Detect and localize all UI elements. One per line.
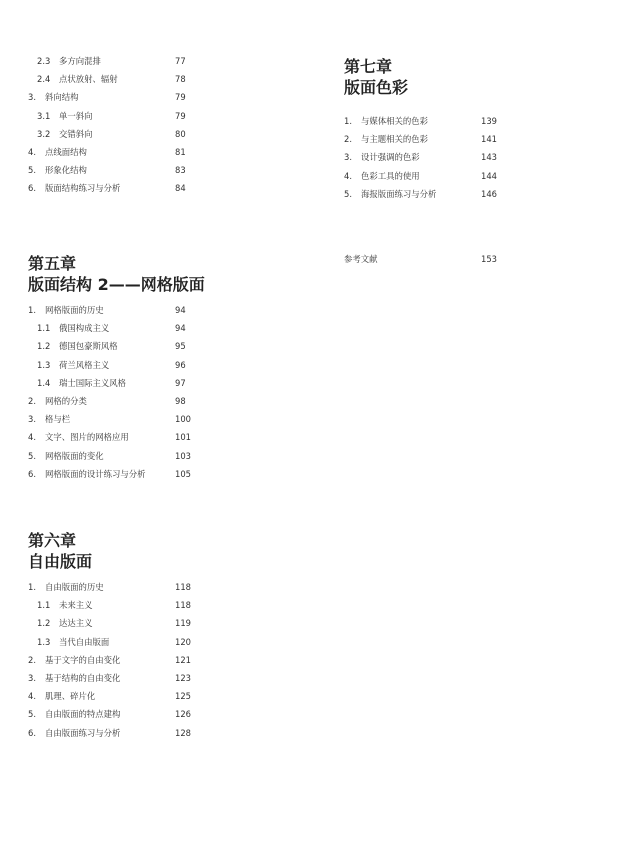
entry-number: 3. (28, 92, 36, 103)
toc-list (344, 112, 544, 203)
entry-title: 点线面结构 (45, 146, 87, 157)
toc-entry (28, 596, 288, 614)
toc-entry (28, 374, 288, 392)
toc-entry (28, 614, 288, 632)
toc-entry (28, 107, 228, 125)
toc-entry (344, 112, 544, 130)
entry-page: 118 (175, 600, 191, 611)
toc-entry (28, 687, 288, 705)
entry-page: 77 (175, 56, 186, 66)
toc-entry (28, 633, 288, 651)
chapter4-toc-tail (28, 52, 228, 198)
chapter6-section (28, 530, 288, 742)
toc-entry (28, 669, 288, 687)
entry-number: 3. (28, 414, 36, 425)
entry-title: 格与栏 (45, 414, 71, 425)
entry-number: 2.3 (37, 56, 51, 66)
toc-entry (28, 143, 228, 161)
entry-number: 3. (28, 672, 36, 683)
chapter-title: 自由版面 (28, 552, 93, 571)
toc-entry (28, 392, 288, 410)
toc-entry (28, 319, 288, 337)
entry-title: 自由版面的特点建构 (45, 709, 121, 720)
entry-title: 荷兰风格主义 (59, 359, 110, 370)
entry-page: 126 (175, 709, 191, 720)
entry-title: 德国包豪斯风格 (59, 341, 118, 352)
toc-entry (28, 428, 288, 446)
entry-number: 5. (28, 165, 36, 176)
toc-entry (28, 447, 288, 465)
entry-number: 1. (28, 305, 36, 315)
toc-entry (28, 52, 228, 70)
entry-number: 2. (28, 395, 36, 406)
entry-number: 1.3 (37, 636, 51, 647)
entry-number: 4. (28, 691, 36, 702)
entry-title: 单一斜向 (59, 110, 93, 121)
entry-page: 146 (481, 188, 497, 199)
entry-number: 1. (28, 582, 36, 592)
entry-number: 1.4 (37, 377, 51, 388)
entry-number: 4. (28, 146, 36, 157)
references-label: 参考文献 (344, 254, 378, 264)
entry-number: 3. (344, 152, 352, 163)
toc-entry (28, 651, 288, 669)
toc-entry (28, 179, 228, 197)
entry-title: 点状放射、辐射 (59, 74, 118, 85)
entry-page: 123 (175, 672, 191, 683)
entry-page: 139 (481, 116, 497, 126)
entry-number: 1.1 (37, 600, 51, 611)
toc-entry (28, 356, 288, 374)
toc-entry (28, 337, 288, 355)
entry-title: 基于文字的自由变化 (45, 654, 121, 665)
toc-entry (28, 161, 228, 179)
entry-page: 105 (175, 468, 191, 479)
entry-title: 文字、图片的网格应用 (45, 432, 129, 443)
toc-entry (344, 185, 544, 203)
entry-number: 1.2 (37, 341, 51, 352)
entry-page: 81 (175, 146, 186, 157)
toc-list (28, 578, 288, 742)
entry-title: 斜向结构 (45, 92, 79, 103)
entry-title: 网格的分类 (45, 395, 87, 406)
entry-page: 83 (175, 165, 186, 176)
entry-title: 俄国构成主义 (59, 323, 110, 334)
entry-page: 80 (175, 128, 186, 139)
entry-page: 118 (175, 582, 191, 592)
toc-entry (28, 705, 288, 723)
entry-title: 版面结构练习与分析 (45, 183, 121, 194)
toc-entry (344, 148, 544, 166)
entry-title: 多方向混排 (59, 56, 101, 66)
entry-page: 119 (175, 618, 191, 629)
toc-entry (28, 70, 228, 88)
chapter-label: 第五章 (28, 254, 77, 273)
toc-entry (344, 167, 544, 185)
entry-page: 128 (175, 727, 191, 738)
entry-title: 交错斜向 (59, 128, 93, 139)
entry-number: 1. (344, 116, 352, 126)
entry-page: 101 (175, 432, 191, 443)
entry-page: 121 (175, 654, 191, 665)
entry-title: 海报版面练习与分析 (361, 188, 437, 199)
chapter-title: 版面色彩 (344, 78, 409, 97)
entry-number: 4. (344, 170, 352, 181)
entry-number: 2. (28, 654, 36, 665)
toc-entry (28, 301, 288, 319)
entry-title: 基于结构的自由变化 (45, 672, 121, 683)
entry-title: 当代自由版面 (59, 636, 110, 647)
entry-number: 1.1 (37, 323, 51, 334)
entry-title: 网格版面的历史 (45, 305, 104, 315)
entry-page: 94 (175, 305, 186, 315)
toc-entry (28, 125, 228, 143)
entry-number: 6. (28, 183, 36, 194)
chapter-title: 版面结构 2——网格版面 (28, 275, 205, 294)
entry-page: 125 (175, 691, 191, 702)
chapter5-section (28, 253, 288, 483)
entry-number: 3.1 (37, 110, 51, 121)
entry-title: 瑞士国际主义风格 (59, 377, 126, 388)
entry-title: 未来主义 (59, 600, 93, 611)
entry-number: 4. (28, 432, 36, 443)
entry-title: 色彩工具的使用 (361, 170, 420, 181)
entry-number: 1.3 (37, 359, 51, 370)
entry-page: 78 (175, 74, 186, 85)
toc-entry (28, 465, 288, 483)
entry-page: 100 (175, 414, 191, 425)
entry-page: 96 (175, 359, 186, 370)
toc-list (28, 301, 288, 483)
toc-entry (28, 88, 228, 106)
entry-title: 形象化结构 (45, 165, 87, 176)
toc-entry (344, 130, 544, 148)
entry-number: 5. (344, 188, 352, 199)
entry-page: 79 (175, 110, 186, 121)
entry-number: 2. (344, 134, 352, 145)
chapter-label: 第六章 (28, 531, 77, 550)
entry-title: 达达主义 (59, 618, 93, 629)
entry-number: 5. (28, 450, 36, 461)
entry-number: 6. (28, 468, 36, 479)
entry-page: 84 (175, 183, 186, 194)
toc-entry (28, 578, 288, 596)
entry-title: 设计强调的色彩 (361, 152, 420, 163)
entry-number: 6. (28, 727, 36, 738)
entry-page: 103 (175, 450, 191, 461)
toc-entry (28, 724, 288, 742)
entry-page: 141 (481, 134, 497, 145)
entry-title: 与主题相关的色彩 (361, 134, 428, 145)
entry-title: 自由版面练习与分析 (45, 727, 121, 738)
chapter-label: 第七章 (344, 57, 393, 76)
entry-title: 网格版面的设计练习与分析 (45, 468, 146, 479)
entry-page: 143 (481, 152, 497, 163)
entry-number: 3.2 (37, 128, 51, 139)
references-page: 153 (481, 254, 497, 264)
entry-title: 肌理、碎片化 (45, 691, 96, 702)
entry-page: 98 (175, 395, 186, 406)
entry-page: 95 (175, 341, 186, 352)
entry-page: 97 (175, 377, 186, 388)
entry-page: 144 (481, 170, 497, 181)
toc-list (28, 52, 228, 198)
chapter7-section (344, 56, 544, 203)
entry-title: 与媒体相关的色彩 (361, 116, 428, 126)
entry-number: 1.2 (37, 618, 51, 629)
entry-page: 94 (175, 323, 186, 334)
entry-number: 2.4 (37, 74, 51, 85)
entry-title: 网格版面的变化 (45, 450, 104, 461)
entry-number: 5. (28, 709, 36, 720)
entry-page: 79 (175, 92, 186, 103)
toc-entry (28, 410, 288, 428)
entry-page: 120 (175, 636, 191, 647)
entry-title: 自由版面的历史 (45, 582, 104, 592)
